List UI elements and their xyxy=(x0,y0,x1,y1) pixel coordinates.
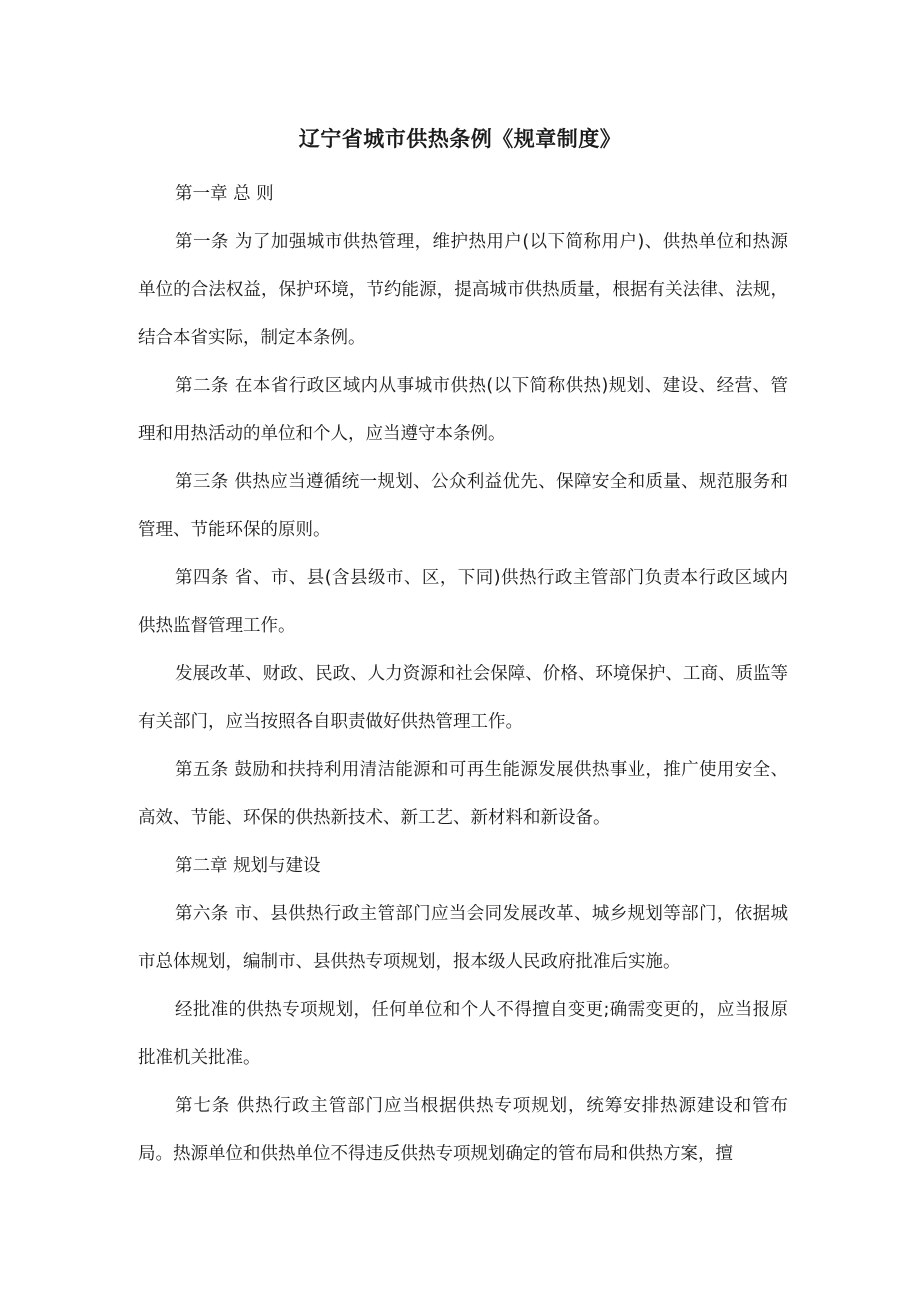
article-paragraph: 第七条 供热行政主管部门应当根据供热专项规划，统筹安排热源建设和管布局。热源单位和供热单位不得违反供热专项规划确定的管布局和供热方案，擅 xyxy=(138,1096,788,1164)
chapter-heading: 第一章 总 则 xyxy=(175,184,274,204)
article-paragraph: 第六条 市、县供热行政主管部门应当会同发展改革、城乡规划等部门，依据城市总体规划，编制市、县供热专项规划，报本级人民政府批准后实施。 xyxy=(138,904,788,972)
article-paragraph: 第三条 供热应当遵循统一规划、公众利益优先、保障安全和质量、规范服务和管理、节能环保的原则。 xyxy=(138,472,788,540)
chapter-heading: 第二章 规划与建设 xyxy=(175,856,321,876)
document-title: 辽宁省城市供热条例《规章制度》 xyxy=(298,127,622,151)
document-body xyxy=(138,170,788,1178)
article-paragraph: 第一条 为了加强城市供热管理，维护热用户(以下简称用户)、供热单位和热源单位的合法权益，保护环境，节约能源，提高城市供热质量，根据有关法律、法规，结合本省实际，制定本条例。 xyxy=(138,232,788,348)
article-paragraph: 发展改革、财政、民政、人力资源和社会保障、价格、环境保护、工商、质监等有关部门，应当按照各自职责做好供热管理工作。 xyxy=(138,664,788,732)
article-paragraph: 第二条 在本省行政区域内从事城市供热(以下简称供热)规划、建设、经营、管理和用热活动的单位和个人，应当遵守本条例。 xyxy=(138,376,788,444)
article-paragraph: 第四条 省、市、县(含县级市、区，下同)供热行政主管部门负责本行政区域内供热监督管理工作。 xyxy=(138,568,788,636)
article-paragraph: 经批准的供热专项规划，任何单位和个人不得擅自变更;确需变更的，应当报原批准机关批准。 xyxy=(138,1000,788,1068)
article-paragraph: 第五条 鼓励和扶持利用清洁能源和可再生能源发展供热事业，推广使用安全、高效、节能、环保的供热新技术、新工艺、新材料和新设备。 xyxy=(138,760,788,828)
